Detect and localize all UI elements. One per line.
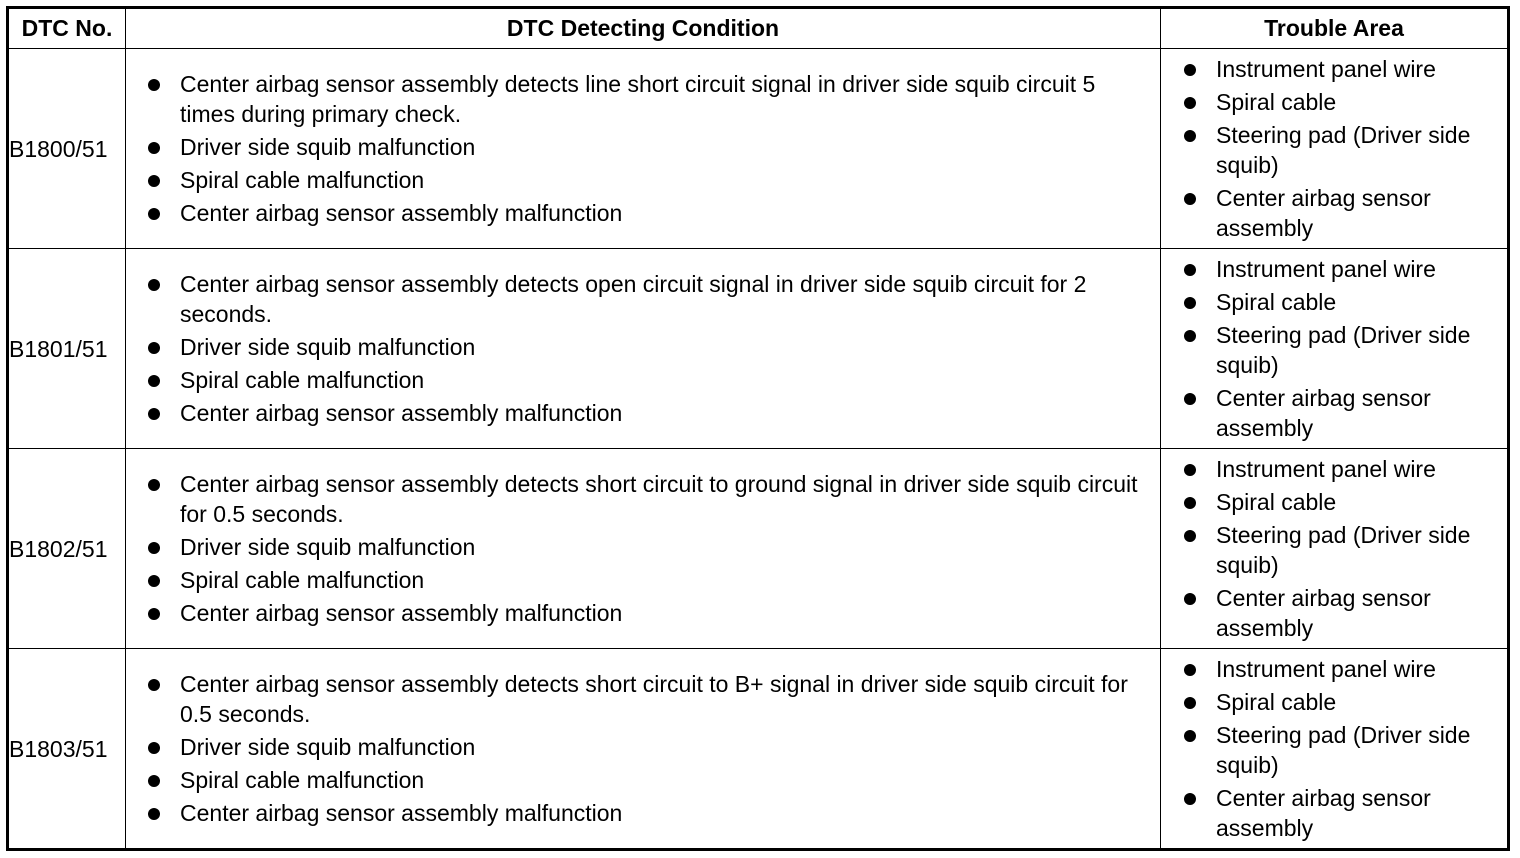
bullet-icon	[148, 608, 160, 620]
bullet-icon	[148, 808, 160, 820]
area-text: Steering pad (Driver side squib)	[1216, 122, 1471, 178]
list-item	[148, 132, 1154, 162]
list-item	[1184, 254, 1503, 284]
list-item	[1184, 183, 1503, 243]
list-item	[148, 269, 1154, 329]
bullet-icon	[1184, 393, 1196, 405]
area-text: Instrument panel wire	[1216, 256, 1436, 282]
condition-text: Spiral cable malfunction	[180, 167, 425, 193]
list-item	[148, 469, 1154, 529]
list-item	[1184, 87, 1503, 117]
list-item	[148, 365, 1154, 395]
header-row	[8, 8, 1509, 49]
condition-text: Center airbag sensor assembly detects open circuit signal in driver side squib circuit for 2 seconds.	[180, 271, 1087, 327]
list-item	[1184, 287, 1503, 317]
area-text: Instrument panel wire	[1216, 456, 1436, 482]
condition-text: Center airbag sensor assembly malfunction	[180, 200, 623, 226]
list-item	[1184, 454, 1503, 484]
dtc-code: B1803/51	[8, 649, 126, 850]
bullet-icon	[148, 775, 160, 787]
bullet-icon	[1184, 297, 1196, 309]
list-item	[1184, 320, 1503, 380]
area-text: Spiral cable	[1216, 489, 1337, 515]
area-text: Instrument panel wire	[1216, 656, 1436, 682]
bullet-icon	[148, 408, 160, 420]
bullet-icon	[1184, 64, 1196, 76]
list-item	[1184, 583, 1503, 643]
bullet-icon	[1184, 330, 1196, 342]
list-item	[148, 198, 1154, 228]
table-row	[8, 449, 1509, 649]
bullet-icon	[148, 79, 160, 91]
area-text: Center airbag sensor assembly	[1216, 185, 1431, 241]
condition-cell	[126, 249, 1161, 449]
list-item	[1184, 487, 1503, 517]
list-item	[1184, 783, 1503, 843]
bullet-icon	[1184, 130, 1196, 142]
dtc-table	[6, 6, 1510, 851]
bullet-icon	[148, 479, 160, 491]
list-item	[1184, 720, 1503, 780]
area-text: Steering pad (Driver side squib)	[1216, 722, 1471, 778]
bullet-icon	[148, 742, 160, 754]
header-trouble-area: Trouble Area	[1161, 8, 1509, 49]
header-dtc-no: DTC No.	[8, 8, 126, 49]
area-text: Spiral cable	[1216, 689, 1337, 715]
condition-list	[126, 269, 1160, 428]
area-text: Center airbag sensor assembly	[1216, 785, 1431, 841]
bullet-icon	[148, 208, 160, 220]
condition-text: Center airbag sensor assembly detects short circuit to B+ signal in driver side squib circuit for 0.5 seconds.	[180, 671, 1128, 727]
condition-cell	[126, 49, 1161, 249]
bullet-icon	[148, 575, 160, 587]
area-text: Steering pad (Driver side squib)	[1216, 322, 1471, 378]
list-item	[148, 332, 1154, 362]
header-condition: DTC Detecting Condition	[126, 8, 1161, 49]
bullet-icon	[1184, 97, 1196, 109]
list-item	[148, 165, 1154, 195]
list-item	[148, 565, 1154, 595]
condition-text: Spiral cable malfunction	[180, 367, 425, 393]
area-text: Center airbag sensor assembly	[1216, 585, 1431, 641]
condition-cell	[126, 649, 1161, 850]
trouble-area-cell	[1161, 649, 1509, 850]
condition-text: Driver side squib malfunction	[180, 334, 476, 360]
condition-text: Center airbag sensor assembly detects short circuit to ground signal in driver side squib circuit for 0.5 seconds.	[180, 471, 1138, 527]
dtc-code: B1800/51	[8, 49, 126, 249]
trouble-area-list	[1161, 654, 1507, 843]
list-item	[1184, 687, 1503, 717]
list-item	[148, 765, 1154, 795]
trouble-area-cell	[1161, 49, 1509, 249]
bullet-icon	[1184, 664, 1196, 676]
list-item	[148, 69, 1154, 129]
list-item	[148, 532, 1154, 562]
condition-text: Center airbag sensor assembly detects line short circuit signal in driver side squib circuit 5 times during primary check.	[180, 71, 1096, 127]
area-text: Center airbag sensor assembly	[1216, 385, 1431, 441]
bullet-icon	[148, 679, 160, 691]
bullet-icon	[148, 542, 160, 554]
trouble-area-list	[1161, 454, 1507, 643]
bullet-icon	[148, 142, 160, 154]
condition-text: Center airbag sensor assembly malfunction	[180, 800, 623, 826]
trouble-area-cell	[1161, 249, 1509, 449]
bullet-icon	[148, 375, 160, 387]
condition-text: Driver side squib malfunction	[180, 534, 476, 560]
trouble-area-list	[1161, 254, 1507, 443]
area-text: Instrument panel wire	[1216, 56, 1436, 82]
bullet-icon	[1184, 593, 1196, 605]
condition-cell	[126, 449, 1161, 649]
list-item	[148, 598, 1154, 628]
bullet-icon	[1184, 730, 1196, 742]
area-text: Spiral cable	[1216, 289, 1337, 315]
list-item	[148, 798, 1154, 828]
list-item	[148, 398, 1154, 428]
bullet-icon	[148, 342, 160, 354]
bullet-icon	[1184, 193, 1196, 205]
list-item	[1184, 654, 1503, 684]
bullet-icon	[1184, 264, 1196, 276]
condition-text: Spiral cable malfunction	[180, 767, 425, 793]
bullet-icon	[1184, 793, 1196, 805]
condition-list	[126, 669, 1160, 828]
bullet-icon	[1184, 464, 1196, 476]
list-item	[1184, 383, 1503, 443]
bullet-icon	[148, 175, 160, 187]
bullet-icon	[148, 279, 160, 291]
trouble-area-list	[1161, 54, 1507, 243]
trouble-area-cell	[1161, 449, 1509, 649]
condition-text: Center airbag sensor assembly malfunction	[180, 400, 623, 426]
condition-list	[126, 469, 1160, 628]
list-item	[148, 669, 1154, 729]
condition-list	[126, 69, 1160, 228]
table-row	[8, 249, 1509, 449]
list-item	[148, 732, 1154, 762]
list-item	[1184, 520, 1503, 580]
list-item	[1184, 54, 1503, 84]
area-text: Spiral cable	[1216, 89, 1337, 115]
bullet-icon	[1184, 497, 1196, 509]
area-text: Steering pad (Driver side squib)	[1216, 522, 1471, 578]
condition-text: Driver side squib malfunction	[180, 734, 476, 760]
table-row	[8, 49, 1509, 249]
bullet-icon	[1184, 697, 1196, 709]
dtc-code: B1801/51	[8, 249, 126, 449]
table-row	[8, 649, 1509, 850]
condition-text: Center airbag sensor assembly malfunction	[180, 600, 623, 626]
condition-text: Spiral cable malfunction	[180, 567, 425, 593]
dtc-code: B1802/51	[8, 449, 126, 649]
list-item	[1184, 120, 1503, 180]
condition-text: Driver side squib malfunction	[180, 134, 476, 160]
bullet-icon	[1184, 530, 1196, 542]
